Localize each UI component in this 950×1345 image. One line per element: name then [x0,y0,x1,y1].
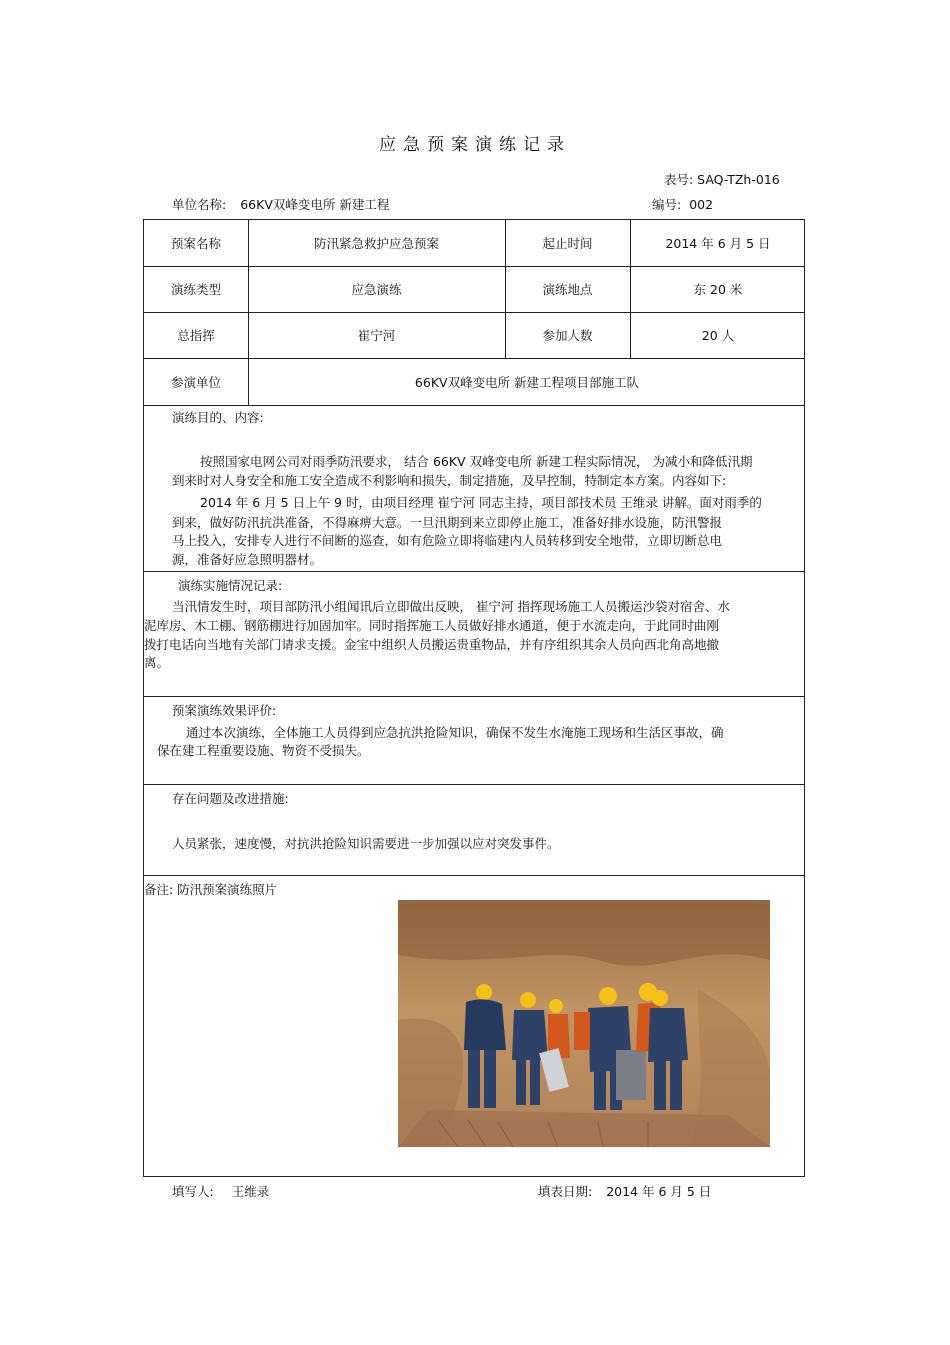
fill-date [538,1182,711,1200]
participant-count-label: 参加人数 [542,328,593,343]
evaluation-label: 预案演练效果评价: [172,703,277,718]
participant-unit-label: 参演单位 [170,374,221,390]
purpose-line: 到来，做好防汛抗洪准备，不得麻痹大意。一旦汛期到来立即停止施工，准备好排水设施，防汛警报 [172,515,723,530]
remarks-label: 备注: 防汛预案演练照片 [144,882,278,897]
issues-text: 人员紧张，速度慢，对抗洪抢险知识需要进一步加强以应对突发事件。 [172,836,560,851]
participant-unit-value: 66KV双峰变电所 新建工程项目部施工队 [414,374,640,390]
filler-name: 王维录 [231,1184,270,1199]
drill-record-table [143,219,805,1177]
purpose-line: 到来时对人身安全和施工安全造成不利影响和损失，制定措施，及早控制，特制定本方案。内容如下: [172,473,727,488]
purpose-line: 按照国家电网公司对雨季防汛要求， 结合 66KV 双峰变电所 新建工程实际情况， 为减小和降低汛期 [200,454,753,469]
flood-drill-photo [398,900,770,1147]
implementation-line: 泥库房、木工棚、钢筋棚进行加固加牢。同时指挥施工人员做好排水通道，便于水流走向，于此同时曲刚 [144,618,720,633]
implementation-section [144,571,804,696]
purpose-section [144,405,804,571]
purpose-line: 马上投入，安排专人进行不间断的巡查，如有危险立即将临建内人员转移到安全地带，立即切断总电 [172,533,723,548]
evaluation-line: 保在建工程重要设施、物资不受损失。 [157,743,370,758]
purpose-line: 源，准备好应急照明器材。 [172,552,323,567]
commander-value: 崔宁河 [357,328,396,343]
purpose-label: 演练目的、内容: [172,410,264,425]
drill-type-value: 应急演练 [351,282,402,297]
implementation-line: 拨打电话向当地有关部门请求支援。金宝中组织人员搬运贵重物品，并有序组织其余人员向西北角高地撤 [144,637,720,652]
location-label: 演练地点 [542,282,593,297]
unit-name-value: 66KV双峰变电所 新建工程 [240,197,390,212]
implementation-line: 当汛情发生时，项目部防汛小组闻讯后立即做出反映， 崔宁河 指挥现场施工人员搬运沙袋对宿舍、水 [172,599,730,614]
plan-name-value: 防汛紧急救护应急预案 [313,236,439,251]
participant-count-value: 20 人 [701,328,735,343]
evaluation-section [144,696,804,784]
filler-label: 填写人: [172,1184,214,1199]
period-value: 2014 年 6 月 5 日 [665,236,771,251]
unit-name [172,195,389,213]
purpose-line: 2014 年 6 月 5 日上午 9 时，由项目经理 崔宁河 同志主持，项目部技术员 王维录 讲解。面对雨季的 [200,495,762,510]
plan-name-label: 预案名称 [170,236,221,251]
filler [172,1182,269,1200]
serial-number-value: 002 [689,197,714,212]
evaluation-line: 通过本次演练，全体施工人员得到应急抗洪抢险知识，确保不发生水淹施工现场和生活区事故，确 [186,725,724,740]
location-value: 东 20 米 [693,282,743,297]
issues-label: 存在问题及改进措施: [172,791,289,806]
page-title: 应急预案演练记录 [379,135,571,155]
period-label: 起止时间 [542,236,593,251]
unit-name-label: 单位名称: [172,197,227,212]
implementation-line: 离。 [144,655,170,670]
issues-section [144,784,804,875]
form-number: 表号: SAQ-TZh-016 [664,172,780,187]
serial-number [652,195,713,213]
commander-label: 总指挥 [177,328,215,343]
drill-type-label: 演练类型 [170,282,221,297]
fill-date-value: 2014 年 6 月 5 日 [606,1184,712,1199]
implementation-label: 演练实施情况记录: [178,578,283,593]
serial-number-label: 编号: [652,197,682,212]
fill-date-label: 填表日期: [538,1184,593,1199]
